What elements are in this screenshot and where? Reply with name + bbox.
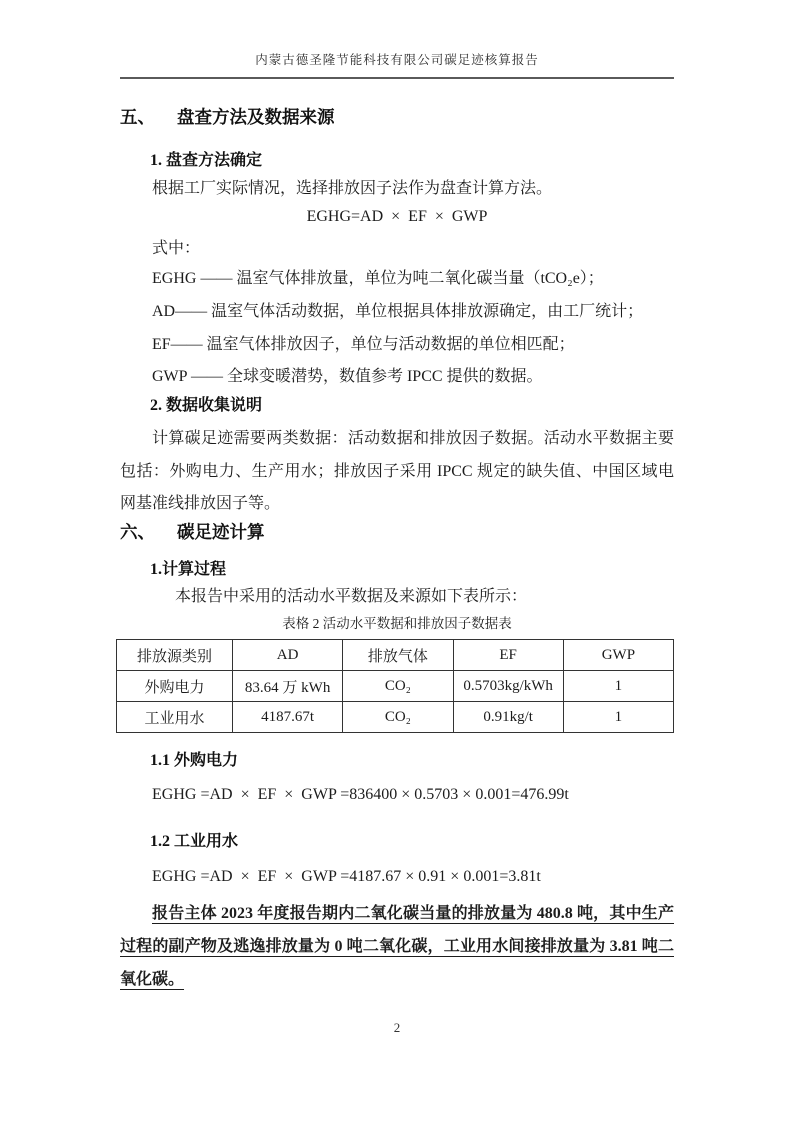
table-cell: 83.64 万 kWh (233, 671, 343, 702)
section-heading-methods (120, 104, 674, 129)
table-cell: CO₂ (343, 671, 453, 702)
formula-electricity: EGHG =AD × EF × GWP =836400 × 0.5703 × 0.001=476.99t (152, 786, 569, 803)
paragraph-conclusion: 报告主体 2023 年度报告期内二氧化碳当量的排放量为 480.8 吨，其中生产过程的副产物及逃逸排放量为 0 吨二氧化碳，工业用水间接排放量为 3.81 吨二氧化碳。 (120, 905, 674, 988)
table-row (117, 671, 674, 702)
formula-eghg: EGHG=AD × EF × GWP (306, 208, 488, 225)
definition-ef: EF—— 温室气体排放因子，单位与活动数据的单位相匹配； (152, 336, 575, 353)
section-heading-calculation (120, 519, 674, 544)
table-caption: 表格 2 活动水平数据和排放因子数据表 (282, 616, 512, 631)
table-header-row (117, 640, 674, 671)
subheading-calc-process: 1.计算过程 (150, 561, 227, 578)
formula-water: EGHG =AD × EF × GWP =4187.67 × 0.91 × 0.001=3.81t (152, 868, 541, 885)
running-header (120, 50, 674, 79)
section-number: 五、 (120, 107, 155, 127)
section-title: 盘查方法及数据来源 (177, 107, 335, 127)
table-cell: 工业用水 (117, 702, 233, 733)
section-title: 碳足迹计算 (177, 522, 265, 542)
subheading-data-collection: 2. 数据收集说明 (150, 397, 263, 414)
table-cell: 0.91kg/t (453, 702, 563, 733)
definition-ad: AD—— 温室气体活动数据，单位根据具体排放源确定，由工厂统计； (152, 303, 644, 320)
column-header: 排放源类别 (117, 640, 233, 671)
column-header: EF (453, 640, 563, 671)
activity-data-table (116, 639, 674, 733)
running-header-title: 内蒙古德圣隆节能科技有限公司碳足迹核算报告 (255, 53, 539, 67)
table-cell: CO₂ (343, 702, 453, 733)
paragraph-method-intro: 根据工厂实际情况，选择排放因子法作为盘查计算方法。 (152, 180, 553, 197)
column-header: 排放气体 (343, 640, 453, 671)
page-number: 2 (393, 1020, 401, 1035)
table-cell: 外购电力 (117, 671, 233, 702)
definition-eghg: EGHG —— 温室气体排放量，单位为吨二氧化碳当量（tCO₂e）； (152, 270, 604, 287)
section-number: 六、 (120, 522, 155, 542)
table-row (117, 702, 674, 733)
column-header: AD (233, 640, 343, 671)
definition-gwp: GWP —— 全球变暖潜势，数值参考 IPCC 提供的数据。 (152, 368, 543, 385)
paragraph-table-intro: 本报告中采用的活动水平数据及来源如下表所示： (175, 588, 528, 605)
subheading-industrial-water: 1.2 工业用水 (150, 833, 239, 850)
subheading-method-determination: 1. 盘查方法确定 (150, 152, 263, 169)
table-cell: 1 (563, 702, 673, 733)
paragraph-data-description: 计算碳足迹需要两类数据：活动数据和排放因子数据。活动水平数据主要包括：外购电力、生产用水；排放因子采用 IPCC 规定的缺失值、中国区域电网基准线排放因子等。 (120, 430, 674, 512)
table-cell: 1 (563, 671, 673, 702)
table-cell: 4187.67t (233, 702, 343, 733)
column-header: GWP (563, 640, 673, 671)
subheading-purchased-electricity: 1.1 外购电力 (150, 752, 239, 769)
table-cell: 0.5703kg/kWh (453, 671, 563, 702)
where-label: 式中： (152, 240, 201, 257)
